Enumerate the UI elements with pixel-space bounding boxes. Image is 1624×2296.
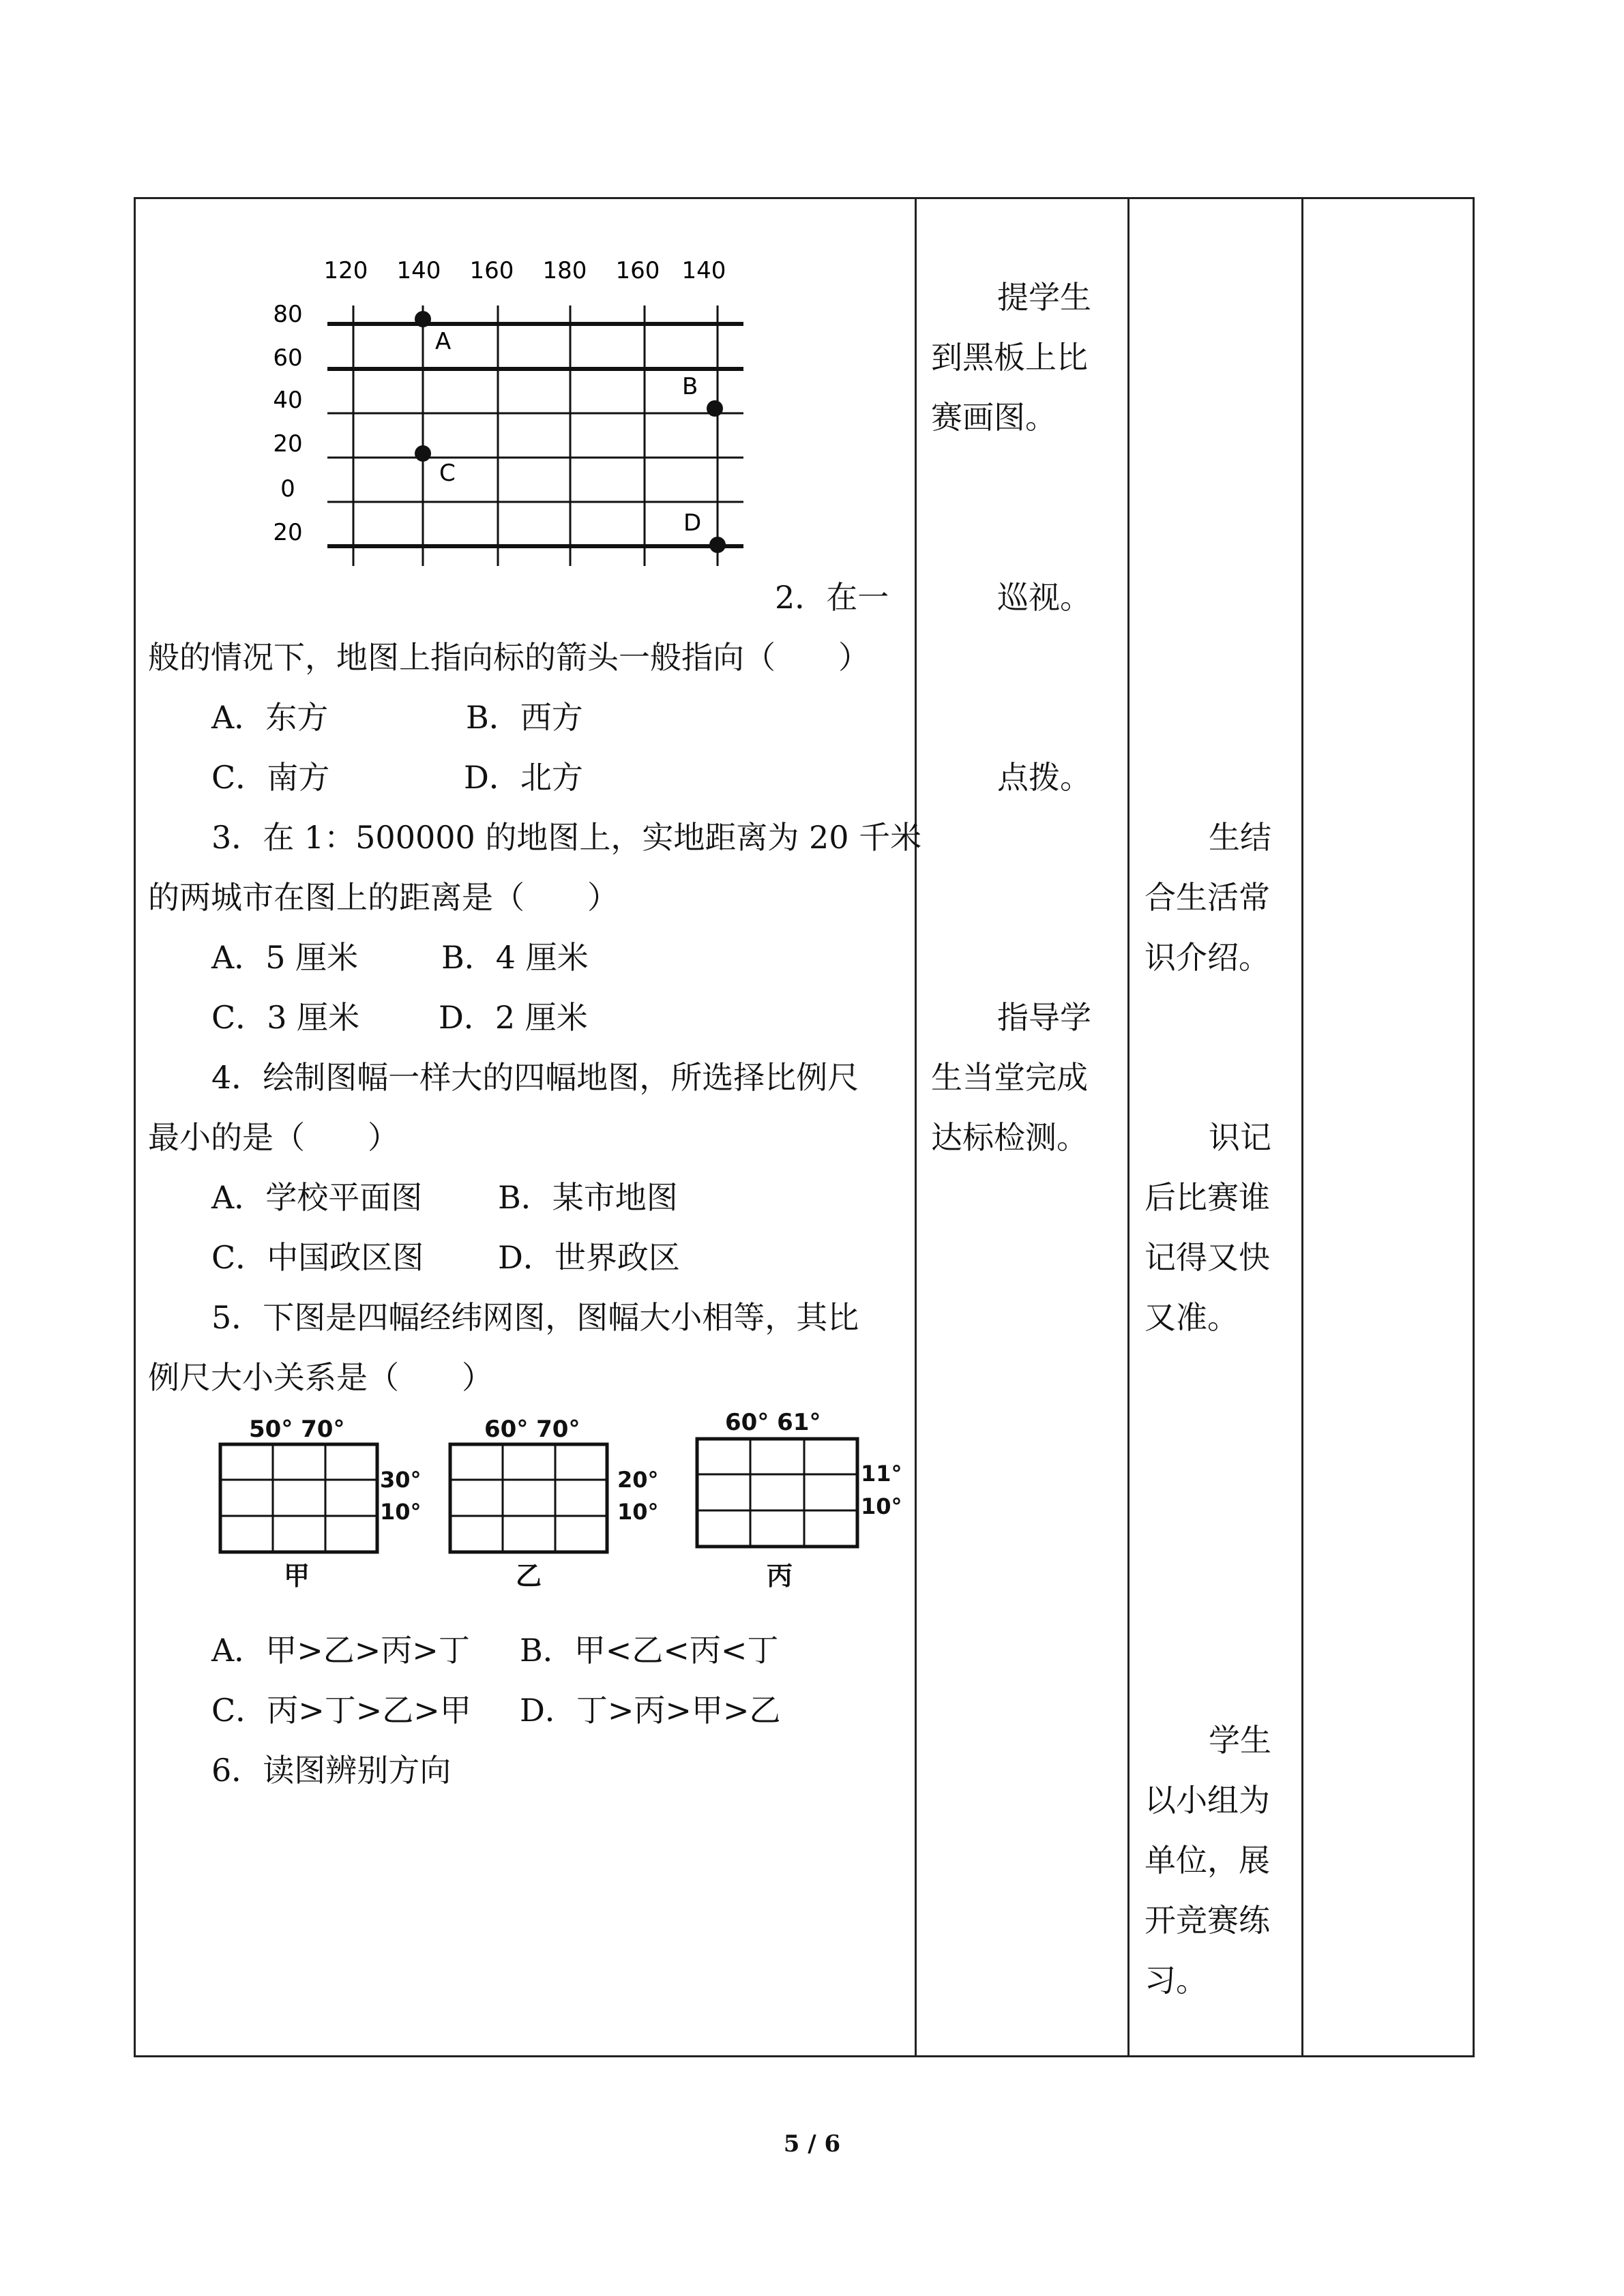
left-label: 20 [273, 519, 303, 546]
top-label: 120 [323, 257, 368, 284]
q4-option-a: A．学校平面图 [211, 1179, 423, 1216]
student-note-2: 记得又快 [1145, 1239, 1270, 1276]
latlon-grids-figure [208, 1410, 911, 1594]
student-note-1: 识介绍。 [1145, 939, 1270, 976]
panel-top-label: 50° 70° [249, 1416, 345, 1443]
q4-line2: 最小的是（ ） [148, 1119, 399, 1156]
q2-line2: 般的情况下，地图上指向标的箭头一般指向（ ） [148, 639, 870, 676]
panel-top-label: 60° 61° [725, 1410, 821, 1436]
panel-name: 丙 [766, 1561, 793, 1591]
student-note-3: 以小组为 [1145, 1782, 1270, 1819]
left-label: 80 [273, 301, 303, 328]
point-label: A [435, 328, 452, 355]
panel-side-label: 10° [380, 1499, 422, 1525]
student-note-3: 单位，展 [1145, 1842, 1270, 1879]
panel-name: 甲 [283, 1561, 310, 1591]
q3-line2: 的两城市在图上的距离是（ ） [148, 879, 619, 916]
student-note-3: 学生 [1209, 1722, 1271, 1759]
student-note-1: 生结 [1209, 819, 1271, 856]
q5-option-c: C．丙>丁>乙>甲 [211, 1692, 471, 1729]
student-note-2: 又准。 [1145, 1299, 1239, 1336]
student-note-1: 合生活常 [1145, 879, 1270, 916]
panel-top-label: 60° 70° [484, 1416, 580, 1443]
q6-line1: 6．读图辨别方向 [211, 1752, 452, 1789]
left-label: 60 [273, 344, 303, 372]
teacher-note-1: 赛画图。 [931, 399, 1057, 436]
student-note-3: 开竞赛练 [1145, 1902, 1270, 1939]
column-divider-2 [1127, 197, 1130, 2057]
q2-option-d: D．北方 [464, 759, 583, 796]
point-d [709, 537, 726, 553]
grid-map-figure [259, 245, 764, 573]
teacher-note-4: 生当堂完成 [931, 1059, 1088, 1096]
teacher-note-3: 点拨。 [997, 759, 1091, 796]
left-label: 40 [273, 387, 303, 414]
q3-line1: 3．在 1：500000 的地图上，实地距离为 20 千米 [211, 819, 922, 856]
panel-name: 乙 [515, 1561, 542, 1591]
q5-line1: 5．下图是四幅经纬网图，图幅大小相等，其比 [211, 1299, 859, 1336]
panel-side-label: 30° [380, 1467, 422, 1493]
q5-line2: 例尺大小关系是（ ） [148, 1359, 493, 1396]
point-a [415, 311, 431, 327]
top-label: 180 [542, 257, 587, 284]
student-note-3: 习。 [1145, 1962, 1207, 1999]
panel-side-label: 10° [861, 1493, 902, 1519]
panel-side-label: 11° [861, 1461, 902, 1487]
teacher-note-2: 巡视。 [997, 579, 1091, 616]
panel-side-label: 20° [617, 1467, 659, 1493]
q2-option-b: B．西方 [466, 699, 583, 736]
q3-option-c: C．3 厘米 [211, 999, 360, 1036]
column-divider-1 [915, 197, 917, 2057]
panel-side-label: 10° [617, 1499, 659, 1525]
q5-option-a: A．甲>乙>丙>丁 [211, 1632, 470, 1669]
teacher-note-1: 到黑板上比 [931, 339, 1088, 376]
q5-option-b: B．甲<乙<丙<丁 [520, 1632, 779, 1669]
top-label: 140 [681, 257, 726, 284]
column-divider-3 [1301, 197, 1303, 2057]
point-c [415, 445, 431, 462]
top-label: 160 [615, 257, 660, 284]
q5-option-d: D．丁>丙>甲>乙 [520, 1692, 781, 1729]
page-number: 5 / 6 [783, 2130, 841, 2158]
q2-line1: 2．在一 [775, 579, 889, 616]
q3-option-a: A．5 厘米 [211, 939, 359, 976]
q4-option-c: C．中国政区图 [211, 1239, 424, 1276]
teacher-note-4: 达标检测。 [931, 1119, 1088, 1156]
q3-option-d: D．2 厘米 [439, 999, 588, 1036]
point-b [707, 400, 723, 417]
left-label: 20 [273, 430, 303, 458]
q4-line1: 4．绘制图幅一样大的四幅地图，所选择比例尺 [211, 1059, 859, 1096]
q4-option-d: D．世界政区 [498, 1239, 680, 1276]
teacher-note-1: 提学生 [997, 279, 1091, 316]
point-label: D [683, 509, 702, 537]
top-label: 140 [396, 257, 441, 284]
teacher-note-4: 指导学 [997, 999, 1091, 1036]
left-label: 0 [280, 475, 295, 503]
student-note-2: 后比赛谁 [1145, 1179, 1270, 1216]
student-note-2: 识记 [1209, 1119, 1271, 1156]
point-label: B [682, 373, 698, 400]
q2-option-c: C．南方 [211, 759, 330, 796]
q3-option-b: B．4 厘米 [441, 939, 589, 976]
q2-option-a: A．东方 [211, 699, 329, 736]
top-label: 160 [469, 257, 514, 284]
q4-option-b: B．某市地图 [498, 1179, 678, 1216]
point-label: C [439, 460, 456, 487]
